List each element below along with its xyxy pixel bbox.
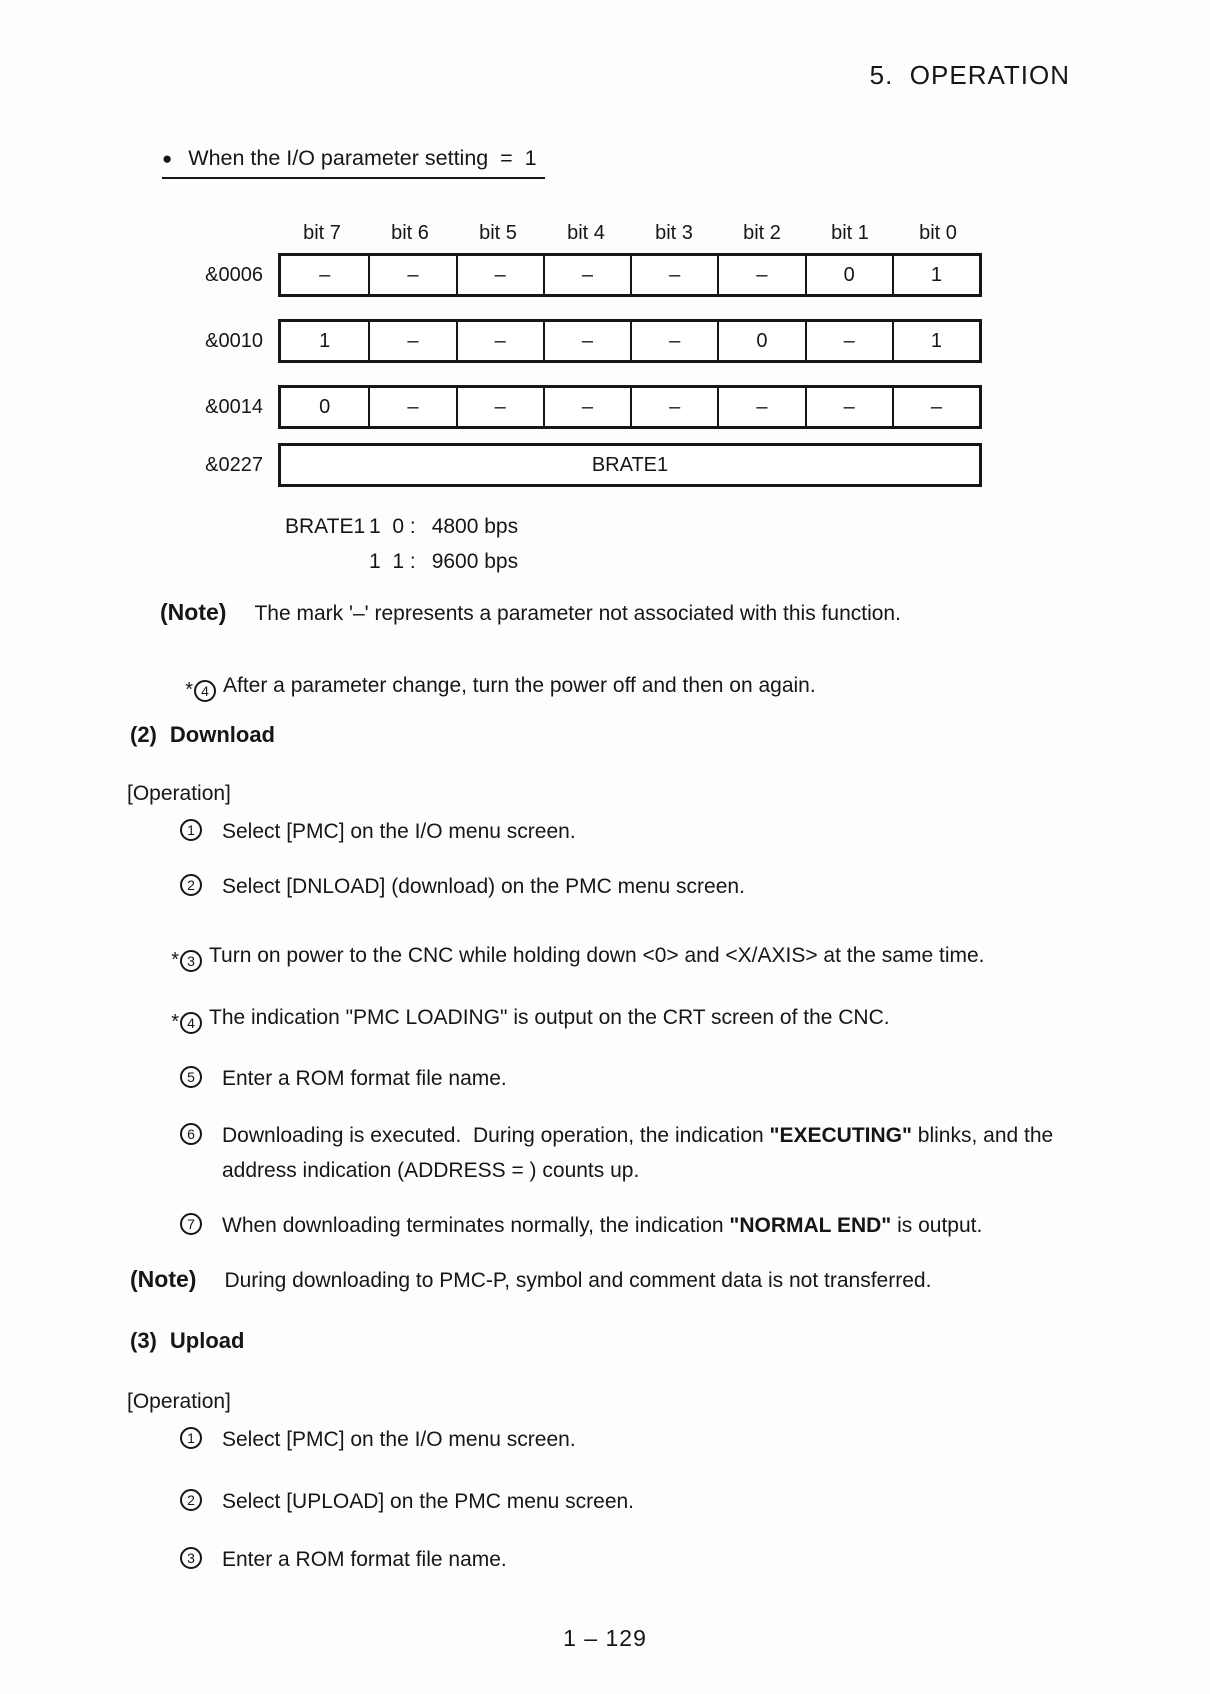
step-text: Turn on power to the CNC while holding down <0> and <X/AXIS> at the same time. <box>209 944 985 967</box>
step-text: After a parameter change, turn the power off and then on again. <box>223 674 816 697</box>
brate-legend-row <box>285 509 518 544</box>
chapter-header: 5. OPERATION <box>869 60 1070 90</box>
bit-cell: – <box>456 388 543 426</box>
row-address: &0006 <box>205 263 263 286</box>
circled-number-icon: 4 <box>180 1012 202 1034</box>
bit-cell: 1 <box>319 329 331 352</box>
bit-cell: – <box>805 322 892 360</box>
download-step-3 <box>130 938 1098 978</box>
asterisk-icon: * <box>171 1011 179 1033</box>
bit-parameter-table <box>182 222 982 509</box>
step-marker <box>130 1123 202 1145</box>
bit-cell: – <box>368 256 455 294</box>
io-setting-heading-underline <box>162 146 545 179</box>
download-step-1 <box>130 814 1098 849</box>
row-address: &0010 <box>205 329 263 352</box>
bit-cell: – <box>368 322 455 360</box>
step-marker <box>130 1547 202 1569</box>
circled-number-icon: 3 <box>180 1547 202 1569</box>
bit-cell: – <box>630 388 717 426</box>
circled-number-icon: 6 <box>180 1123 202 1145</box>
bit-cell: – <box>456 256 543 294</box>
column-header-bit2: bit 2 <box>743 222 781 244</box>
step-marker <box>130 819 202 841</box>
upload-step-3 <box>130 1542 1098 1577</box>
note-text: The mark '–' represents a parameter not associated with this function. <box>254 602 901 625</box>
download-step-4 <box>130 1000 1098 1040</box>
bit-cell: – <box>543 322 630 360</box>
download-step-7 <box>130 1208 1098 1243</box>
io-setting-heading <box>162 146 545 179</box>
row-address: &0227 <box>205 453 263 476</box>
note-label: (Note) <box>160 599 227 625</box>
bit-cell: 0 <box>717 322 804 360</box>
note-text: During downloading to PMC-P, symbol and comment data is not transferred. <box>224 1269 932 1292</box>
operation-label: [Operation] <box>127 1390 231 1413</box>
bit-cell: – <box>456 322 543 360</box>
circled-number-icon: 2 <box>180 1489 202 1511</box>
step-text: Select [PMC] on the I/O menu screen. <box>222 820 576 843</box>
brate-rate: 9600 bps <box>431 550 519 573</box>
circled-number-icon: 1 <box>180 819 202 841</box>
asterisk-icon: * <box>171 949 179 971</box>
column-header-bit7: bit 7 <box>303 222 341 244</box>
brate-legend-label: BRATE1 <box>285 515 366 538</box>
circled-number-icon: 3 <box>180 950 202 972</box>
brate-legend <box>285 509 518 579</box>
bit-cell: – <box>543 388 630 426</box>
step-text: Select [UPLOAD] on the PMC menu screen. <box>222 1490 635 1513</box>
circled-number-icon: 1 <box>180 1427 202 1449</box>
bit-cell: – <box>368 388 455 426</box>
circled-number-icon: 5 <box>180 1066 202 1088</box>
brate-bits: 1 1 : <box>369 550 416 573</box>
step-text: Enter a ROM format file name. <box>222 1548 507 1571</box>
step-text: Select [DNLOAD] (download) on the PMC menu screen. <box>222 875 745 898</box>
section-number: (2) <box>130 722 157 747</box>
section-title: Upload <box>169 1328 245 1353</box>
column-header-bit4: bit 4 <box>567 222 605 244</box>
brate-rate: 4800 bps <box>431 515 519 538</box>
page-number: 1 – 129 <box>563 1625 647 1651</box>
bit-row-box <box>278 253 982 297</box>
brate-bits: 1 0 : <box>369 515 416 538</box>
bit-cell: – <box>717 256 804 294</box>
upload-step-2 <box>130 1484 1098 1519</box>
step-text: Downloading is executed. During operation, the indication "EXECUTING" blinks, and the address indication (ADDRESS = ) counts up. <box>222 1124 1060 1182</box>
download-step-5 <box>130 1061 1098 1096</box>
step-text: Enter a ROM format file name. <box>222 1067 507 1090</box>
step-marker <box>130 1213 202 1235</box>
bit-cell: 1 <box>892 322 979 360</box>
note-download-pmcp <box>130 1266 931 1293</box>
step-marker <box>130 1427 202 1449</box>
bit-cell: – <box>892 388 979 426</box>
note-label: (Note) <box>130 1266 197 1292</box>
bit-cell: 1 <box>892 256 979 294</box>
column-header-bit3: bit 3 <box>655 222 693 244</box>
circled-number-icon: 7 <box>180 1213 202 1235</box>
step-text: When downloading terminates normally, the indication "NORMAL END" is output. <box>222 1214 983 1237</box>
section-title: Download <box>169 722 275 747</box>
bit-cell: – <box>717 388 804 426</box>
upload-step-1 <box>130 1422 1098 1457</box>
brate-legend-spacer <box>285 544 369 579</box>
column-header-bit6: bit 6 <box>391 222 429 244</box>
bit-cell: – <box>630 256 717 294</box>
step-text: Select [PMC] on the I/O menu screen. <box>222 1428 576 1451</box>
bit-row-box <box>278 385 982 429</box>
bit-cell: 0 <box>319 395 331 418</box>
step-text: The indication "PMC LOADING" is output on the CRT screen of the CNC. <box>209 1006 890 1029</box>
column-header-bit5: bit 5 <box>479 222 517 244</box>
download-section-heading <box>130 722 275 748</box>
download-step-6 <box>130 1118 1098 1188</box>
bit-cell: – <box>319 263 331 286</box>
bit-cell: 0 <box>805 256 892 294</box>
bit-cell: – <box>805 388 892 426</box>
bullet-icon: ● <box>162 149 173 168</box>
bit-cell: – <box>630 322 717 360</box>
section-number: (3) <box>130 1328 157 1353</box>
note-parameter-mark <box>160 599 901 626</box>
operation-label: [Operation] <box>127 782 231 805</box>
step-marker <box>130 1066 202 1088</box>
step-marker <box>130 1005 202 1040</box>
table-row-0227 <box>182 443 982 487</box>
asterisk-icon: * <box>185 679 193 701</box>
column-header-bit0: bit 0 <box>919 222 957 244</box>
step-marker <box>130 874 202 896</box>
download-step-2 <box>130 869 1098 904</box>
upload-section-heading <box>130 1328 244 1354</box>
table-row-0006 <box>182 253 982 297</box>
bit-row-box <box>278 319 982 363</box>
table-row-0014 <box>182 385 982 429</box>
row-address: &0014 <box>205 395 263 418</box>
step-marker <box>130 1489 202 1511</box>
column-header-bit1: bit 1 <box>831 222 869 244</box>
step-marker <box>144 673 216 708</box>
step-marker <box>130 943 202 978</box>
bit-cell: – <box>543 256 630 294</box>
brate-span-cell: BRATE1 <box>278 443 982 487</box>
brate-legend-row <box>285 544 518 579</box>
power-cycle-step <box>144 668 1098 708</box>
circled-number-icon: 4 <box>194 680 216 702</box>
table-row-0010 <box>182 319 982 363</box>
io-setting-heading-text: When the I/O parameter setting = 1 <box>188 146 537 170</box>
bit-table-header-row <box>182 222 982 253</box>
circled-number-icon: 2 <box>180 874 202 896</box>
